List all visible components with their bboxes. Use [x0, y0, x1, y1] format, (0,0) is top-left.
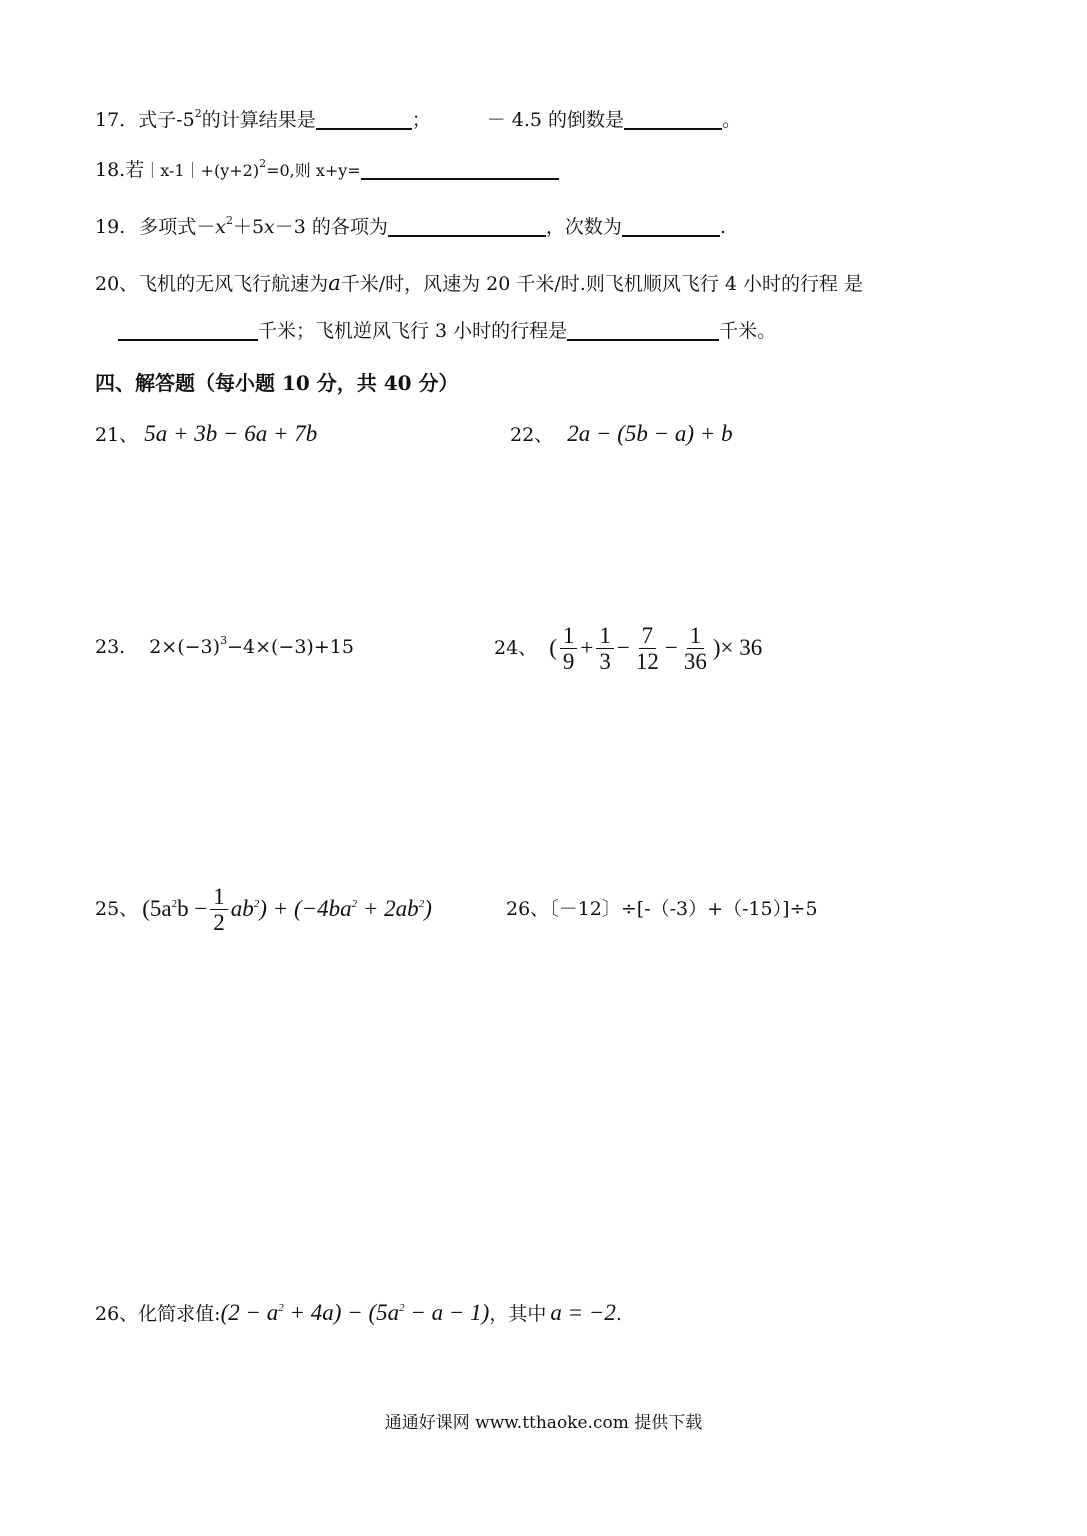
q24-fraction-3: $\frac{7}{12}$	[635, 622, 659, 674]
q19-answer-blank-1[interactable]	[388, 215, 546, 237]
q26b-end: .	[615, 1303, 622, 1325]
question-26a	[506, 896, 818, 922]
q19-answer-blank-2[interactable]	[622, 215, 720, 237]
q23-expr-a: 2×(−3)	[149, 636, 221, 658]
question-19	[95, 214, 726, 240]
q24-op-2: −	[616, 635, 630, 660]
q25-part-1: ($5a^2b$ −	[142, 896, 208, 921]
q19-var: x	[215, 216, 226, 238]
q20-text-d: 千米。	[719, 320, 777, 342]
q19-text1: 多项式－	[139, 216, 216, 238]
q24-fraction-1: $\frac{1}{9}$	[560, 623, 578, 674]
question-20-line-2	[118, 318, 776, 344]
q17-label: 17．式子-5	[95, 109, 195, 131]
q18-answer-blank[interactable]	[361, 158, 559, 180]
footer-credit: 通通好课网 www.tthaoke.com 提供下载	[384, 1413, 703, 1433]
q24-op-1: +	[580, 635, 594, 660]
q20-text-c: 千米；飞机逆风飞行 3 小时的行程是	[258, 320, 568, 342]
q17-sup: 2	[194, 107, 202, 120]
q23-expr-b: −4×(−3)+15	[227, 636, 354, 658]
q19-mid2: －3 的各项为	[274, 216, 388, 238]
q24-fraction-2: $\frac{1}{3}$	[596, 623, 614, 674]
q18-expr: ｜x-1｜+(y+2)	[144, 161, 260, 180]
q18-sup: 2	[259, 157, 267, 170]
q25-part-2: $ab^2) + (-4ba^2 + 2ab^2)$	[230, 896, 432, 921]
question-21	[95, 421, 317, 448]
q26a-label: 26、	[506, 898, 550, 920]
q19-mid1: ＋5	[232, 216, 265, 238]
q26b-expression: $(2 - a^2 + 4a) - (5a^2 - a - 1)$	[220, 1300, 490, 1325]
q24-op-3: −	[664, 635, 678, 660]
q17-text1: 的计算结果是	[201, 109, 316, 131]
q26b-condition: a = −2	[550, 1300, 616, 1325]
question-20-line-1	[95, 270, 863, 297]
q24-close: )× 36	[712, 635, 763, 660]
question-26b	[95, 1300, 622, 1327]
q17-text2: － 4.5 的倒数是	[486, 109, 625, 131]
q23-sup: 3	[220, 634, 228, 647]
q25-label: 25、	[95, 898, 139, 920]
q19-text2: ，次数为	[545, 216, 622, 238]
q23-label: 23.	[95, 636, 126, 658]
q17-end: 。	[722, 109, 742, 131]
q24-fraction-4: $\frac{1}{36}$	[683, 622, 707, 674]
q21-label: 21、	[95, 424, 139, 446]
q21-expression: 5a + 3b − 6a + 7b	[144, 421, 318, 446]
q26b-text: ，其中	[489, 1303, 547, 1325]
question-24	[494, 617, 762, 679]
q22-label: 22、	[510, 424, 554, 446]
question-25	[95, 878, 432, 940]
q26a-expression: 〔－12〕÷[-（-3）+（-15）]÷5	[549, 898, 818, 920]
q17-answer-blank-2[interactable]	[624, 108, 722, 130]
q20-answer-blank-2[interactable]	[567, 319, 719, 341]
q25-fraction: $\frac{1}{2}$	[210, 884, 228, 935]
q20-text-b: 千米/时，风速为 20 千米/时.则飞机顺风飞行 4 小时的行程 是	[340, 273, 864, 295]
question-18	[95, 157, 559, 184]
q20-answer-blank-1[interactable]	[118, 319, 258, 341]
section-heading: 四、解答题（每小题 10 分，共 40 分）	[95, 371, 459, 395]
q26b-label: 26、化简求值:	[95, 1303, 221, 1325]
question-22	[510, 421, 733, 448]
q17-sep: ；	[411, 109, 431, 131]
q22-expression: 2a − (5b − a) + b	[567, 421, 733, 446]
q20-var: a	[328, 271, 341, 295]
question-17	[95, 107, 741, 133]
question-23	[95, 634, 354, 660]
q18-expr2: =0,则 x+y=	[266, 161, 361, 180]
q24-open-paren: (	[549, 635, 557, 660]
q20-text-a: 20、飞机的无风飞行航速为	[95, 273, 329, 295]
q19-sup: 2	[225, 214, 233, 227]
q18-label: 18.若	[95, 159, 145, 181]
q19-end: .	[719, 216, 726, 238]
q17-answer-blank-1[interactable]	[316, 108, 412, 130]
q19-label: 19.	[95, 216, 126, 238]
q19-var2: x	[264, 216, 275, 238]
q24-label: 24、	[494, 637, 538, 659]
